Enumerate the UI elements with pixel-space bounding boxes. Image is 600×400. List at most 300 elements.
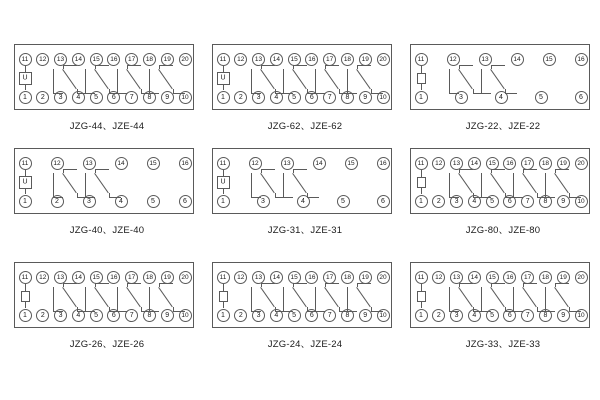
terminal-top-17: 17 bbox=[521, 157, 534, 170]
contact-line bbox=[94, 173, 109, 194]
terminal-bottom-5: 5 bbox=[535, 91, 548, 104]
terminal-bottom-6: 6 bbox=[377, 195, 390, 208]
contact-line bbox=[490, 287, 505, 308]
terminal-bottom-8: 8 bbox=[143, 91, 156, 104]
contact-line bbox=[513, 287, 514, 311]
terminal-top-18: 18 bbox=[341, 271, 354, 284]
terminal-bottom-3: 3 bbox=[54, 309, 67, 322]
contact-line bbox=[53, 69, 54, 93]
contact-line bbox=[292, 173, 307, 194]
terminal-top-11: 11 bbox=[19, 271, 32, 284]
contact-line bbox=[569, 197, 581, 198]
contact-line bbox=[325, 65, 339, 66]
terminal-top-16: 16 bbox=[179, 157, 192, 170]
diagram-jzg-62 bbox=[212, 44, 398, 132]
terminal-top-18: 18 bbox=[143, 53, 156, 66]
contact-line bbox=[95, 65, 109, 66]
terminal-bottom-2: 2 bbox=[432, 195, 445, 208]
terminal-bottom-9: 9 bbox=[359, 309, 372, 322]
diagram-jzg-22 bbox=[410, 44, 596, 132]
terminal-bottom-5: 5 bbox=[147, 195, 160, 208]
terminal-top-13: 13 bbox=[450, 157, 463, 170]
terminal-top-14: 14 bbox=[468, 157, 481, 170]
terminal-top-15: 15 bbox=[90, 271, 103, 284]
contact-line bbox=[85, 69, 86, 93]
contact-line bbox=[513, 197, 523, 198]
terminal-top-14: 14 bbox=[270, 271, 283, 284]
terminal-top-18: 18 bbox=[341, 53, 354, 66]
terminal-top-11: 11 bbox=[415, 157, 428, 170]
contact-line bbox=[545, 287, 546, 311]
contact-line bbox=[491, 169, 505, 170]
diagram-jzg-40 bbox=[14, 148, 200, 236]
terminal-bottom-8: 8 bbox=[341, 309, 354, 322]
terminal-top-15: 15 bbox=[345, 157, 358, 170]
contact-line bbox=[555, 283, 569, 284]
diagram-jzg-26 bbox=[14, 262, 200, 350]
contact-line bbox=[481, 287, 482, 311]
terminal-top-14: 14 bbox=[468, 271, 481, 284]
contact-line bbox=[421, 284, 422, 291]
terminal-bottom-2: 2 bbox=[51, 195, 64, 208]
contact-line bbox=[421, 66, 422, 73]
contact-line bbox=[126, 69, 141, 90]
terminal-top-19: 19 bbox=[161, 271, 174, 284]
contact-line bbox=[127, 283, 141, 284]
contact-line bbox=[449, 93, 459, 94]
coil-label: U bbox=[220, 74, 226, 82]
contact-line bbox=[260, 287, 275, 308]
contact-line bbox=[522, 173, 537, 194]
terminal-top-16: 16 bbox=[305, 53, 318, 66]
terminal-top-18: 18 bbox=[539, 157, 552, 170]
contact-line bbox=[159, 283, 173, 284]
terminal-top-12: 12 bbox=[36, 53, 49, 66]
terminal-bottom-3: 3 bbox=[252, 309, 265, 322]
contact-line bbox=[53, 197, 63, 198]
coil-jzg-40 bbox=[19, 176, 32, 189]
diagram-caption: JZG-40、JZE-40 bbox=[69, 225, 145, 236]
terminal-bottom-2: 2 bbox=[234, 91, 247, 104]
contact-line bbox=[251, 311, 261, 312]
terminal-top-19: 19 bbox=[557, 271, 570, 284]
contact-line bbox=[357, 65, 371, 66]
contact-line bbox=[490, 173, 505, 194]
contact-line bbox=[63, 65, 77, 66]
diagram-jzg-31 bbox=[212, 148, 398, 236]
terminal-bottom-1: 1 bbox=[415, 91, 428, 104]
coil-jzg-24 bbox=[219, 291, 228, 302]
terminal-top-15: 15 bbox=[288, 271, 301, 284]
contact-line bbox=[25, 284, 26, 291]
contact-line bbox=[159, 65, 173, 66]
terminal-bottom-1: 1 bbox=[217, 195, 230, 208]
terminal-bottom-10: 10 bbox=[179, 309, 192, 322]
contact-line bbox=[491, 283, 505, 284]
terminal-bottom-4: 4 bbox=[468, 309, 481, 322]
terminal-top-15: 15 bbox=[543, 53, 556, 66]
terminal-top-19: 19 bbox=[161, 53, 174, 66]
contact-line bbox=[283, 311, 293, 312]
contact-line bbox=[449, 69, 450, 93]
contact-line bbox=[421, 302, 422, 309]
contact-line bbox=[261, 65, 275, 66]
terminal-top-16: 16 bbox=[107, 53, 120, 66]
diagram-caption: JZG-44、JZE-44 bbox=[69, 121, 145, 132]
terminal-bottom-3: 3 bbox=[54, 91, 67, 104]
terminal-top-19: 19 bbox=[557, 157, 570, 170]
contact-line bbox=[149, 311, 159, 312]
terminal-top-11: 11 bbox=[217, 53, 230, 66]
coil-jzg-26 bbox=[21, 291, 30, 302]
contact-line bbox=[117, 311, 127, 312]
terminal-top-16: 16 bbox=[575, 53, 588, 66]
terminal-bottom-2: 2 bbox=[234, 309, 247, 322]
terminal-bottom-10: 10 bbox=[575, 309, 588, 322]
contact-line bbox=[324, 287, 339, 308]
contact-line bbox=[347, 311, 357, 312]
contact-line bbox=[283, 93, 293, 94]
diagram-caption: JZG-24、JZE-24 bbox=[267, 339, 343, 350]
contact-line bbox=[251, 69, 252, 93]
contact-line bbox=[459, 283, 473, 284]
terminal-top-19: 19 bbox=[359, 271, 372, 284]
terminal-bottom-7: 7 bbox=[323, 91, 336, 104]
contact-line bbox=[324, 69, 339, 90]
terminal-top-16: 16 bbox=[305, 271, 318, 284]
contact-line bbox=[513, 173, 514, 197]
terminal-bottom-3: 3 bbox=[83, 195, 96, 208]
terminal-top-11: 11 bbox=[415, 53, 428, 66]
diagram-caption: JZG-22、JZE-22 bbox=[465, 121, 541, 132]
contact-line bbox=[545, 197, 555, 198]
contact-line bbox=[85, 311, 95, 312]
contact-line bbox=[85, 173, 86, 197]
contact-line bbox=[25, 85, 26, 91]
contact-line bbox=[481, 93, 491, 94]
contact-line bbox=[315, 69, 316, 93]
contact-line bbox=[458, 173, 473, 194]
contact-line bbox=[459, 169, 473, 170]
terminal-top-12: 12 bbox=[447, 53, 460, 66]
terminal-bottom-5: 5 bbox=[486, 309, 499, 322]
terminal-bottom-6: 6 bbox=[503, 309, 516, 322]
contact-line bbox=[459, 65, 473, 66]
terminal-top-12: 12 bbox=[432, 271, 445, 284]
terminal-bottom-10: 10 bbox=[179, 91, 192, 104]
terminal-top-17: 17 bbox=[125, 271, 138, 284]
terminal-bottom-7: 7 bbox=[521, 195, 534, 208]
terminal-bottom-8: 8 bbox=[143, 309, 156, 322]
contact-line bbox=[117, 69, 118, 93]
terminal-bottom-2: 2 bbox=[36, 309, 49, 322]
contact-line bbox=[63, 283, 77, 284]
coil-jzg-44 bbox=[19, 72, 32, 85]
contact-line bbox=[251, 93, 261, 94]
contact-line bbox=[371, 311, 383, 312]
contact-line bbox=[149, 93, 159, 94]
terminal-bottom-8: 8 bbox=[341, 91, 354, 104]
contact-line bbox=[158, 69, 173, 90]
terminal-bottom-9: 9 bbox=[161, 91, 174, 104]
terminal-bottom-10: 10 bbox=[575, 195, 588, 208]
contact-line bbox=[523, 169, 537, 170]
diagram-caption: JZG-33、JZE-33 bbox=[465, 339, 541, 350]
terminal-top-17: 17 bbox=[323, 53, 336, 66]
contact-line bbox=[513, 311, 523, 312]
terminal-bottom-7: 7 bbox=[521, 309, 534, 322]
contact-line bbox=[505, 93, 517, 94]
contact-line bbox=[356, 287, 371, 308]
diagram-body-jzg-22 bbox=[410, 44, 590, 110]
contact-line bbox=[347, 69, 348, 93]
terminal-top-20: 20 bbox=[377, 53, 390, 66]
contact-line bbox=[458, 287, 473, 308]
contact-line bbox=[371, 93, 383, 94]
contact-line bbox=[25, 302, 26, 309]
terminal-bottom-3: 3 bbox=[257, 195, 270, 208]
terminal-top-16: 16 bbox=[503, 271, 516, 284]
coil-label: U bbox=[22, 74, 28, 82]
terminal-bottom-6: 6 bbox=[305, 91, 318, 104]
contact-line bbox=[554, 173, 569, 194]
terminal-bottom-4: 4 bbox=[297, 195, 310, 208]
coil-jzg-62 bbox=[217, 72, 230, 85]
contact-line bbox=[449, 197, 459, 198]
terminal-top-11: 11 bbox=[415, 271, 428, 284]
contact-line bbox=[357, 283, 371, 284]
contact-line bbox=[62, 173, 77, 194]
contact-line bbox=[481, 197, 491, 198]
terminal-bottom-10: 10 bbox=[377, 309, 390, 322]
contact-line bbox=[356, 69, 371, 90]
terminal-bottom-4: 4 bbox=[72, 91, 85, 104]
contact-line bbox=[251, 287, 252, 311]
terminal-top-15: 15 bbox=[147, 157, 160, 170]
terminal-bottom-5: 5 bbox=[486, 195, 499, 208]
contact-line bbox=[260, 69, 275, 90]
contact-line bbox=[293, 283, 307, 284]
contact-line bbox=[458, 69, 473, 90]
terminal-top-20: 20 bbox=[377, 271, 390, 284]
terminal-bottom-2: 2 bbox=[432, 309, 445, 322]
contact-line bbox=[53, 287, 54, 311]
diagram-caption: JZG-62、JZE-62 bbox=[267, 121, 343, 132]
terminal-bottom-4: 4 bbox=[115, 195, 128, 208]
terminal-top-14: 14 bbox=[115, 157, 128, 170]
contact-line bbox=[325, 283, 339, 284]
contact-line bbox=[223, 284, 224, 291]
terminal-bottom-7: 7 bbox=[323, 309, 336, 322]
terminal-top-11: 11 bbox=[217, 271, 230, 284]
terminal-top-13: 13 bbox=[54, 271, 67, 284]
terminal-bottom-1: 1 bbox=[19, 195, 32, 208]
terminal-top-12: 12 bbox=[36, 271, 49, 284]
terminal-bottom-6: 6 bbox=[575, 91, 588, 104]
terminal-bottom-1: 1 bbox=[415, 195, 428, 208]
contact-line bbox=[149, 69, 150, 93]
terminal-top-13: 13 bbox=[83, 157, 96, 170]
terminal-bottom-3: 3 bbox=[252, 91, 265, 104]
contact-line bbox=[85, 197, 95, 198]
terminal-top-20: 20 bbox=[179, 53, 192, 66]
terminal-bottom-3: 3 bbox=[450, 309, 463, 322]
contact-line bbox=[490, 69, 505, 90]
terminal-top-17: 17 bbox=[323, 271, 336, 284]
terminal-bottom-6: 6 bbox=[107, 91, 120, 104]
terminal-bottom-5: 5 bbox=[337, 195, 350, 208]
contact-line bbox=[522, 287, 537, 308]
terminal-top-19: 19 bbox=[359, 53, 372, 66]
terminal-top-18: 18 bbox=[143, 271, 156, 284]
contact-line bbox=[283, 197, 293, 198]
contact-line bbox=[95, 169, 109, 170]
diagram-caption: JZG-80、JZE-80 bbox=[465, 225, 541, 236]
diagram-body-jzg-44 bbox=[14, 44, 194, 110]
terminal-top-13: 13 bbox=[252, 271, 265, 284]
terminal-bottom-6: 6 bbox=[305, 309, 318, 322]
contact-line bbox=[491, 65, 505, 66]
contact-line bbox=[315, 287, 316, 311]
terminal-bottom-6: 6 bbox=[107, 309, 120, 322]
terminal-top-14: 14 bbox=[72, 271, 85, 284]
terminal-top-16: 16 bbox=[377, 157, 390, 170]
contact-line bbox=[315, 311, 325, 312]
contact-line bbox=[449, 287, 450, 311]
contact-line bbox=[569, 311, 581, 312]
coil-label: U bbox=[220, 178, 226, 186]
terminal-bottom-9: 9 bbox=[557, 309, 570, 322]
terminal-bottom-5: 5 bbox=[90, 309, 103, 322]
contact-line bbox=[25, 170, 26, 176]
contact-line bbox=[149, 287, 150, 311]
terminal-top-16: 16 bbox=[107, 271, 120, 284]
terminal-bottom-4: 4 bbox=[468, 195, 481, 208]
terminal-bottom-6: 6 bbox=[503, 195, 516, 208]
contact-line bbox=[251, 173, 252, 197]
contact-line bbox=[62, 287, 77, 308]
terminal-top-14: 14 bbox=[511, 53, 524, 66]
terminal-bottom-8: 8 bbox=[539, 309, 552, 322]
terminal-bottom-1: 1 bbox=[19, 309, 32, 322]
coil-jzg-31 bbox=[217, 176, 230, 189]
diagram-caption: JZG-31、JZE-31 bbox=[267, 225, 343, 236]
contact-line bbox=[347, 93, 357, 94]
contact-line bbox=[307, 197, 319, 198]
contact-line bbox=[95, 283, 109, 284]
terminal-top-15: 15 bbox=[90, 53, 103, 66]
terminal-top-15: 15 bbox=[486, 157, 499, 170]
contact-line bbox=[421, 170, 422, 177]
terminal-bottom-4: 4 bbox=[270, 309, 283, 322]
coil-jzg-33 bbox=[417, 291, 426, 302]
contact-line bbox=[223, 302, 224, 309]
diagram-body-jzg-40 bbox=[14, 148, 194, 214]
contact-line bbox=[293, 169, 307, 170]
terminal-top-14: 14 bbox=[72, 53, 85, 66]
terminal-top-12: 12 bbox=[234, 271, 247, 284]
contact-line bbox=[127, 65, 141, 66]
contact-line bbox=[523, 283, 537, 284]
diagram-body-jzg-33 bbox=[410, 262, 590, 328]
diagram-body-jzg-31 bbox=[212, 148, 392, 214]
contact-line bbox=[481, 311, 491, 312]
contact-line bbox=[223, 85, 224, 91]
terminal-top-15: 15 bbox=[486, 271, 499, 284]
terminal-bottom-5: 5 bbox=[90, 91, 103, 104]
terminal-top-20: 20 bbox=[575, 271, 588, 284]
terminal-top-14: 14 bbox=[270, 53, 283, 66]
diagram-body-jzg-80 bbox=[410, 148, 590, 214]
diagram-jzg-33 bbox=[410, 262, 596, 350]
terminal-top-17: 17 bbox=[521, 271, 534, 284]
terminal-bottom-1: 1 bbox=[19, 91, 32, 104]
diagram-body-jzg-26 bbox=[14, 262, 194, 328]
contact-line bbox=[94, 287, 109, 308]
contact-line bbox=[545, 173, 546, 197]
contact-line bbox=[283, 173, 284, 197]
terminal-bottom-7: 7 bbox=[125, 91, 138, 104]
contact-line bbox=[481, 69, 482, 93]
terminal-top-16: 16 bbox=[503, 157, 516, 170]
terminal-bottom-3: 3 bbox=[450, 195, 463, 208]
terminal-bottom-6: 6 bbox=[179, 195, 192, 208]
terminal-top-12: 12 bbox=[249, 157, 262, 170]
contact-line bbox=[117, 287, 118, 311]
terminal-top-12: 12 bbox=[234, 53, 247, 66]
terminal-bottom-4: 4 bbox=[72, 309, 85, 322]
terminal-bottom-4: 4 bbox=[495, 91, 508, 104]
terminal-bottom-4: 4 bbox=[270, 91, 283, 104]
diagram-caption: JZG-26、JZE-26 bbox=[69, 339, 145, 350]
terminal-top-15: 15 bbox=[288, 53, 301, 66]
contact-line bbox=[315, 93, 325, 94]
terminal-bottom-1: 1 bbox=[217, 309, 230, 322]
contact-line bbox=[158, 287, 173, 308]
contact-line bbox=[53, 311, 63, 312]
contact-line bbox=[292, 69, 307, 90]
contact-line bbox=[421, 84, 422, 91]
contact-line bbox=[292, 287, 307, 308]
terminal-bottom-7: 7 bbox=[125, 309, 138, 322]
contact-line bbox=[283, 287, 284, 311]
contact-line bbox=[449, 311, 459, 312]
terminal-bottom-2: 2 bbox=[36, 91, 49, 104]
terminal-bottom-8: 8 bbox=[539, 195, 552, 208]
contact-line bbox=[25, 66, 26, 72]
terminal-top-13: 13 bbox=[450, 271, 463, 284]
contact-line bbox=[481, 173, 482, 197]
contact-line bbox=[554, 287, 569, 308]
contact-line bbox=[173, 311, 185, 312]
terminal-bottom-5: 5 bbox=[288, 309, 301, 322]
contact-line bbox=[173, 93, 185, 94]
terminal-bottom-3: 3 bbox=[455, 91, 468, 104]
terminal-top-11: 11 bbox=[217, 157, 230, 170]
coil-label: U bbox=[22, 178, 28, 186]
contact-line bbox=[62, 69, 77, 90]
terminal-bottom-9: 9 bbox=[557, 195, 570, 208]
terminal-top-13: 13 bbox=[54, 53, 67, 66]
contact-line bbox=[53, 93, 63, 94]
contact-line bbox=[223, 189, 224, 195]
contact-line bbox=[85, 93, 95, 94]
terminal-top-13: 13 bbox=[479, 53, 492, 66]
terminal-top-20: 20 bbox=[575, 157, 588, 170]
terminal-bottom-1: 1 bbox=[415, 309, 428, 322]
terminal-bottom-9: 9 bbox=[161, 309, 174, 322]
contact-line bbox=[555, 169, 569, 170]
